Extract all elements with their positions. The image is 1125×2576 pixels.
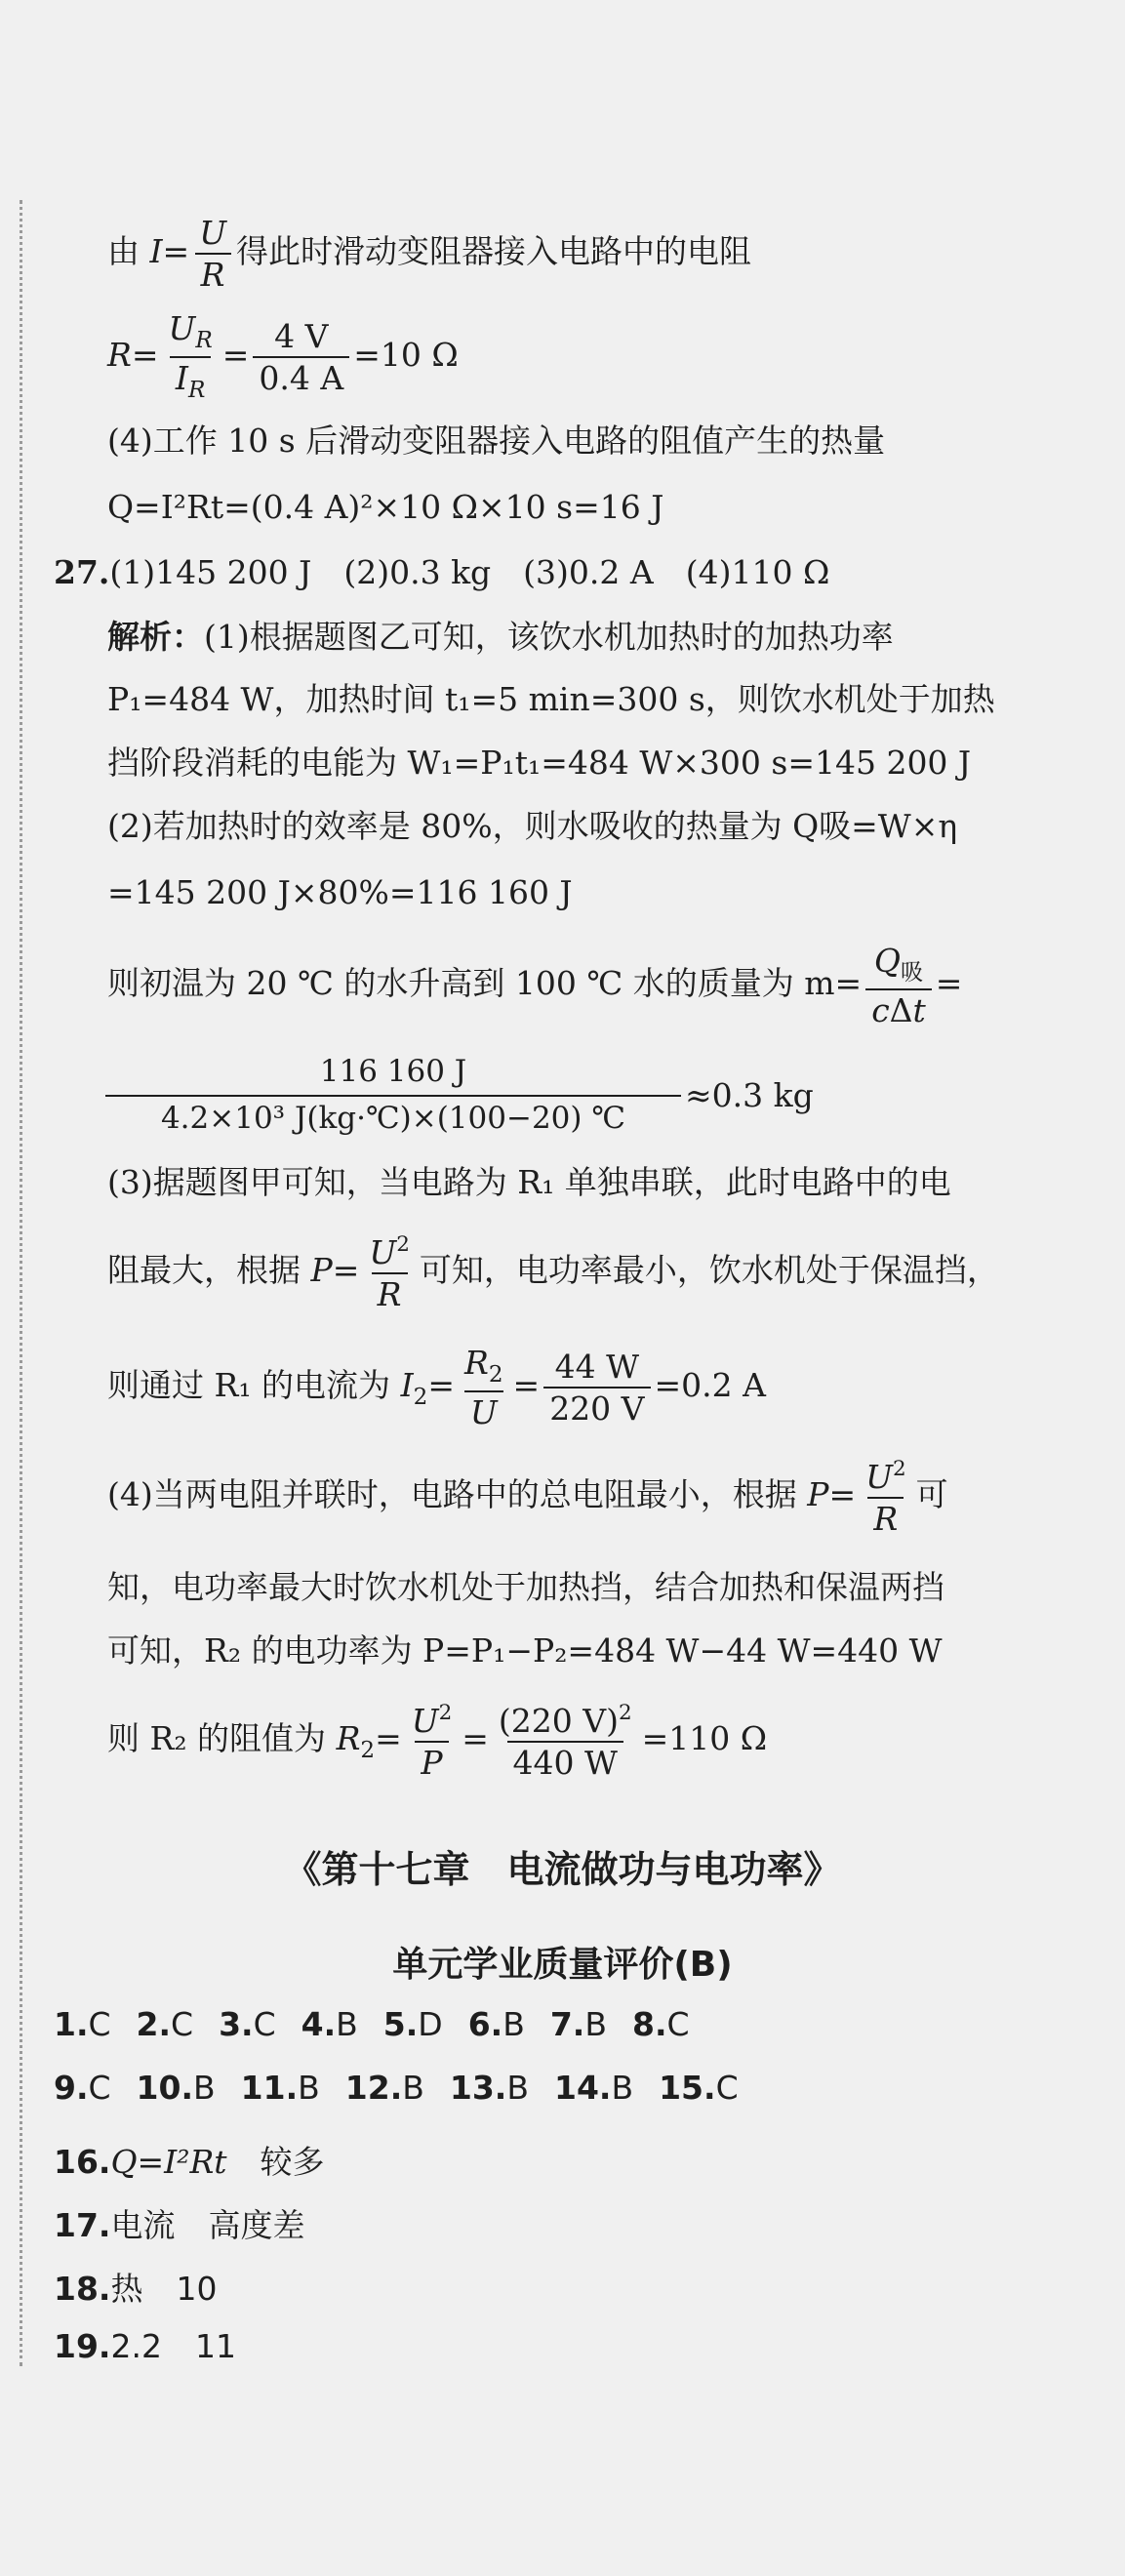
question-number: 13. xyxy=(449,2069,507,2107)
choice-letter: D xyxy=(418,2005,443,2043)
choice-letter: B xyxy=(402,2069,424,2107)
answer-18: 18.热 10 xyxy=(54,2270,218,2308)
analysis-line-6: 则初温为 20 ℃ 的水升高到 100 ℃ 水的质量为 m= $\frac{Q_吸}{\text{cΔt}}$ = xyxy=(107,942,963,1030)
analysis-line-9: 阻最大，根据 P= $\frac{U^2}{R}$ 可知，电功率最小，饮水机处于保温挡， xyxy=(107,1232,999,1313)
choice-letter: C xyxy=(88,2005,111,2043)
question-number: 12. xyxy=(344,2069,403,2107)
text-line-3: (4)工作 10 s 后滑动变阻器接入电路的阻值产生的热量 xyxy=(107,422,886,460)
choice-answer xyxy=(241,2069,320,2107)
choice-answer xyxy=(137,2005,194,2043)
choice-answer xyxy=(219,2005,276,2043)
choice-letter: B xyxy=(584,2005,607,2043)
mass-fraction: 116 160 J 4.2×10³ J(kg·℃)×(100−20) ℃ ≈0.3 kg xyxy=(105,1054,814,1136)
choice-answer xyxy=(54,2069,111,2107)
choice-letter: B xyxy=(611,2069,634,2107)
choice-answer xyxy=(383,2005,443,2043)
question-number: 8. xyxy=(631,2005,667,2043)
question-27-answer: 27.(1)145 200 J (2)0.3 kg (3)0.2 A (4)110 Ω xyxy=(54,553,830,591)
answers-row-1 xyxy=(54,2005,715,2043)
choice-letter: B xyxy=(336,2005,358,2043)
analysis-line-12: 知，电功率最大时饮水机处于加热挡，结合加热和保温两挡 xyxy=(107,1568,944,1606)
choice-answer xyxy=(554,2069,633,2107)
choice-answer xyxy=(450,2069,529,2107)
choice-answer xyxy=(632,2005,690,2043)
chapter-title: 《第十七章 电流做功与电功率》 xyxy=(284,1848,841,1891)
question-number: 1. xyxy=(54,2005,89,2043)
analysis-line-8: (3)据题图甲可知，当电路为 R₁ 单独串联，此时电路中的电 xyxy=(107,1163,951,1201)
formula-heat: Q=I²Rt=(0.4 A)²×10 Ω×10 s=16 J xyxy=(107,488,664,526)
choice-letter: B xyxy=(502,2005,525,2043)
question-number: 15. xyxy=(659,2069,716,2107)
question-number: 2. xyxy=(136,2005,172,2043)
answer-17: 17.电流 高度差 xyxy=(54,2206,305,2244)
choice-letter: B xyxy=(298,2069,320,2107)
choice-answer xyxy=(550,2005,607,2043)
formula-resistance: R= $\frac{U_R}{I_R}$ = $\frac{4 V}{0.4 A}$ =10 Ω xyxy=(107,309,459,404)
binding-dotted-line xyxy=(20,200,22,2366)
analysis-line-11: (4)当两电阻并联时，电路中的总电阻最小，根据 P= $\frac{U^2}{R}$ 可 xyxy=(107,1457,948,1538)
choice-answer xyxy=(659,2069,739,2107)
analysis-line-1: 解析：(1)根据题图乙可知，该饮水机加热时的加热功率 xyxy=(107,618,894,656)
text-line-1: 由 I= $\frac{U}{R}$ 得此时滑动变阻器接入电路中的电阻 xyxy=(107,214,752,294)
choice-answer xyxy=(54,2005,111,2043)
choice-answer xyxy=(137,2069,216,2107)
choice-letter: C xyxy=(253,2005,276,2043)
answer-19: 19.2.2 11 xyxy=(54,2327,236,2365)
analysis-line-2: P₁=484 W，加热时间 t₁=5 min=300 s，则饮水机处于加热 xyxy=(107,680,995,718)
analysis-line-14: 则 R₂ 的阻值为 $R_2=$ $\frac{U^2}{P}$ = $\frac{(220 V)^2}{440 W}$ =110 Ω xyxy=(107,1701,768,1782)
question-number: 3. xyxy=(219,2005,254,2043)
question-number: 4. xyxy=(301,2005,337,2043)
section-title: 单元学业质量评价(B) xyxy=(392,1945,733,1985)
analysis-line-4: (2)若加热时的效率是 80%，则水吸收的热量为 Q吸=W×η xyxy=(107,807,958,845)
analysis-line-10: 则通过 R₁ 的电流为 $I_2=$ $\frac{R_2}{U}$ = $\frac{44 W}{220 V}$ =0.2 A xyxy=(107,1344,766,1432)
choice-letter: B xyxy=(193,2069,216,2107)
analysis-line-3: 挡阶段消耗的电能为 W₁=P₁t₁=484 W×300 s=145 200 J xyxy=(107,744,972,782)
question-number: 7. xyxy=(549,2005,585,2043)
analysis-line-13: 可知，R₂ 的电功率为 P=P₁−P₂=484 W−44 W=440 W xyxy=(107,1631,943,1670)
choice-letter: C xyxy=(88,2069,111,2107)
choice-answer xyxy=(468,2005,525,2043)
question-number: 14. xyxy=(553,2069,612,2107)
question-number: 6. xyxy=(467,2005,503,2043)
analysis-line-5: =145 200 J×80%=116 160 J xyxy=(107,873,573,911)
question-number: 9. xyxy=(54,2069,89,2107)
choice-letter: C xyxy=(715,2069,739,2107)
answers-row-2 xyxy=(54,2069,764,2107)
question-number: 10. xyxy=(136,2069,194,2107)
choice-letter: C xyxy=(171,2005,194,2043)
choice-answer xyxy=(345,2069,424,2107)
choice-letter: C xyxy=(666,2005,690,2043)
question-number: 5. xyxy=(382,2005,419,2043)
choice-answer xyxy=(301,2005,358,2043)
choice-letter: B xyxy=(506,2069,529,2107)
question-number: 11. xyxy=(240,2069,299,2107)
answer-16: 16.Q=I²Rt 较多 xyxy=(54,2143,325,2181)
